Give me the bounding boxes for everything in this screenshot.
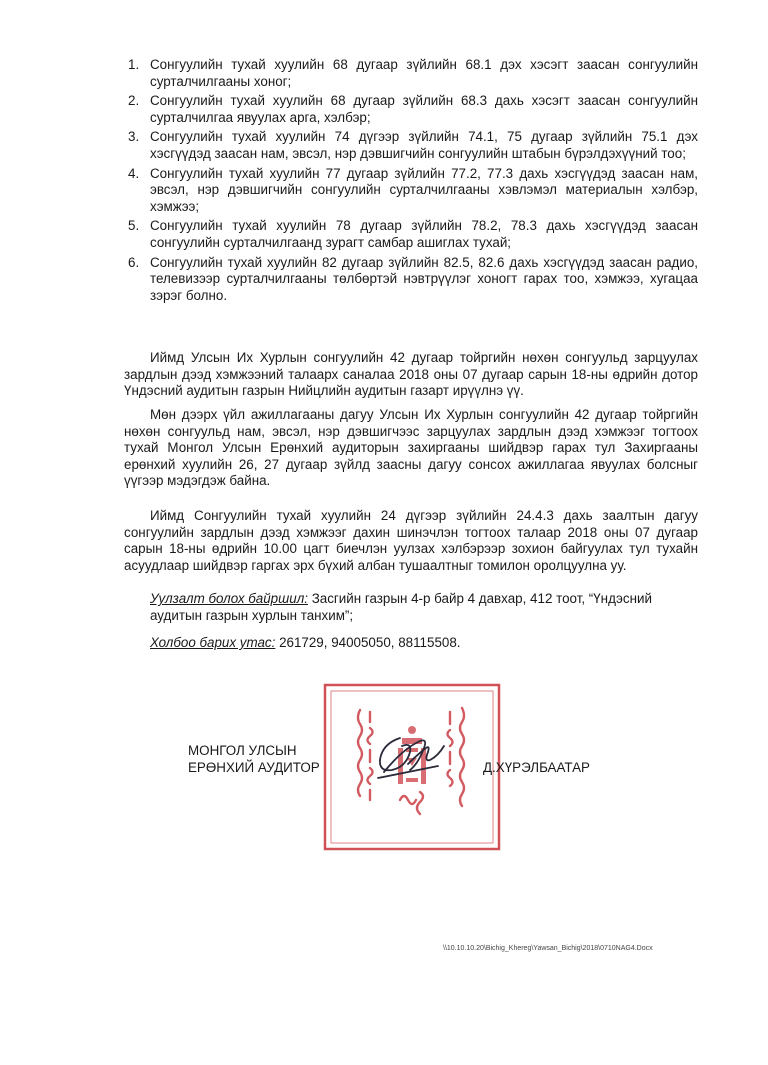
paragraph-proposal-request: Иймд Улсын Их Хурлын сонгуулийн 42 дугаар тойргийн нөхөн сонгуульд зарцуулах зардлын дээд хэмжээний талаарх саналаа 2018 оны 07 дугаар сарын 18-ны өдрийн дотор Үндэсний аудитын газрын Нийцлийн аудитын газарт ирүүлнэ үү. <box>124 350 698 399</box>
signatory-title-line2: ЕРӨНХИЙ АУДИТОР <box>188 760 320 775</box>
meeting-location-label: Уулзалт болох байршил: <box>150 591 308 606</box>
list-item-text: Сонгуулийн тухай хуулийн 78 дугаар зүйлийн 78.2, 78.3 дахь хэсгүүдэд заасан сонгуулийн сурталчилгаанд зурагт самбар ашиглах тухай; <box>150 218 698 250</box>
list-item: 3. Сонгуулийн тухай хуулийн 74 дүгээр зүйлийн 74.1, 75 дугаар зүйлийн 75.1 дэх хэсгүүдэд заасан нам, эвсэл, нэр дэвшигчийн сонгуулийн штабын бүрэлдэхүүний тоо; <box>128 129 698 161</box>
contact-phone-value: 261729, 94005050, 88115508. <box>275 635 461 650</box>
file-path-footer: \\10.10.10.20\Bichig_Khereg\Yawsan_Bichig\2018\0710NAG4.Docx <box>443 945 653 952</box>
list-item: 1. Сонгуулийн тухай хуулийн 68 дугаар зүйлийн 68.1 дэх хэсэгт заасан сонгуулийн сурталчилгааны хоног; <box>128 57 698 89</box>
list-item-text: Сонгуулийн тухай хуулийн 74 дүгээр зүйлийн 74.1, 75 дугаар зүйлийн 75.1 дэх хэсгүүдэд заасан нам, эвсэл, нэр дэвшигчийн сонгуулийн штабын бүрэлдэхүүний тоо; <box>150 129 698 161</box>
contact-phone <box>150 634 698 651</box>
list-item: 5. Сонгуулийн тухай хуулийн 78 дугаар зүйлийн 78.2, 78.3 дахь хэсгүүдэд заасан сонгуулийн сурталчилгаанд зурагт самбар ашиглах тухай; <box>128 218 698 250</box>
list-item-text: Сонгуулийн тухай хуулийн 68 дугаар зүйлийн 68.1 дэх хэсэгт заасан сонгуулийн сурталчилгааны хоног; <box>150 57 698 89</box>
contact-phone-label: Холбоо барих утас: <box>150 635 276 650</box>
meeting-location <box>150 590 698 624</box>
paragraph-hearing-notice: Мөн дээрх үйл ажиллагааны дагуу Улсын Их Хурлын сонгуулийн 42 дугаар тойргийн нөхөн сонгуульд нам, эвсэл, нэр дэвшигчээс зарцуулах зардлын дээд хэмжээг тогтоох тухай Монгол Улсын Ерөнхий аудиторын захиргааны шийдвэр гарах тул Захиргааны ерөнхий хуулийн 26, 27 дугаар зүйлд заасны дагуу сонсох ажиллагаа явуулах болсныг үүгээр мэдэгдэж байна. <box>124 407 698 489</box>
list-item-text: Сонгуулийн тухай хуулийн 77 дугаар зүйлийн 77.2, 77.3 дахь хэсгүүдэд заасан нам, эвсэл, нэр дэвшигчийн сонгуулийн сурталчилгааны хэвлэмэл материалын хэлбэр, хэмжээ; <box>150 165 698 214</box>
handwritten-signature <box>370 726 450 786</box>
meeting-location-value: Засгийн газрын 4-р байр 4 давхар, 412 тоот, “Үндэсний аудитын газрын хурлын танхим”; <box>150 591 652 623</box>
signatory-title-line1: МОНГОЛ УЛСЫН <box>188 743 297 758</box>
numbered-list <box>124 57 698 307</box>
list-item: 6. Сонгуулийн тухай хуулийн 82 дугаар зүйлийн 82.5, 82.6 дахь хэсгүүдэд заасан радио, телевизээр сурталчилгааны төлбөртэй нэвтрүүлэг хоногт гарах тоо, хэмжээ, хугацаа зэрэг болно. <box>128 254 698 303</box>
list-item-text: Сонгуулийн тухай хуулийн 82 дугаар зүйлийн 82.5, 82.6 дахь хэсгүүдэд заасан радио, телевизээр сурталчилгааны төлбөртэй нэвтрүүлэг хоногт гарах тоо, хэмжээ, хугацаа зэрэг болно. <box>150 254 698 303</box>
list-item-text: Сонгуулийн тухай хуулийн 68 дугаар зүйлийн 68.3 дахь хэсэгт заасан сонгуулийн сурталчилгаа явуулах арга, хэлбэр; <box>150 93 698 125</box>
paragraph-meeting-details: Иймд Сонгуулийн тухай хуулийн 24 дүгээр зүйлийн 24.4.3 дахь заалтын дагуу сонгуулийн зардлын дээд хэмжээг дахин шинэчлэн тогтоох талаар 2018 оны 07 дугаар сарын 18-ны өдрийн 10.00 цагт биечлэн уулзах хэлбэрээр зохион байгуулах тул тухайн асуудлаар шийдвэр гаргах эрх бүхий албан тушаалтныг томилон оролцуулна уу. <box>124 508 698 573</box>
signatory-name: Д.ХҮРЭЛБААТАР <box>483 760 590 775</box>
list-item: 2. Сонгуулийн тухай хуулийн 68 дугаар зүйлийн 68.3 дахь хэсэгт заасан сонгуулийн сурталчилгаа явуулах арга, хэлбэр; <box>128 93 698 125</box>
signatory-title <box>188 742 320 776</box>
list-item: 4. Сонгуулийн тухай хуулийн 77 дугаар зүйлийн 77.2, 77.3 дахь хэсгүүдэд заасан нам, эвсэл, нэр дэвшигчийн сонгуулийн сурталчилгааны хэвлэмэл материалын хэлбэр, хэмжээ; <box>128 165 698 214</box>
